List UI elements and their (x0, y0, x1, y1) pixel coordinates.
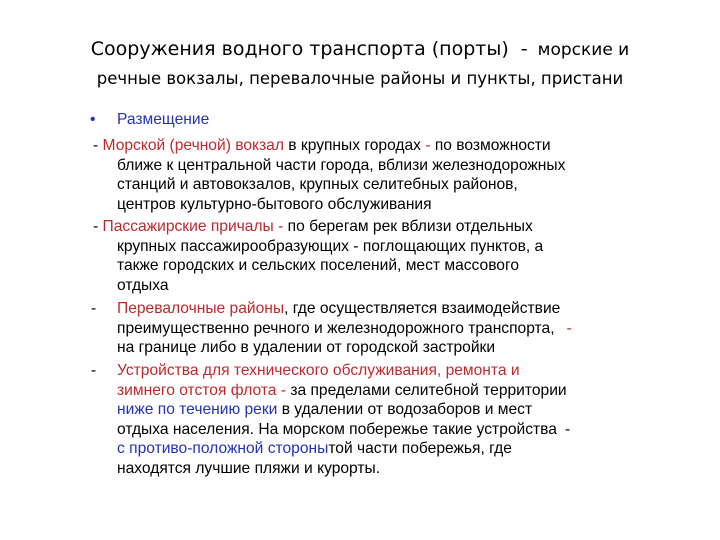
item-line: также городских и сельских поселений, мест массового (117, 257, 519, 275)
item-line: находятся лучшие пляжи и курорты. (117, 460, 381, 477)
item-line: станций и автовокзалов, крупных селитебных районов, (117, 176, 518, 194)
bullet-marker: • (90, 111, 96, 128)
item-morskoy-vokzal: - Морской (речной) вокзал в крупных городах - по возможности (93, 137, 551, 154)
item-line: центров культурно-бытового обслуживания (117, 195, 432, 213)
item-line: с противо-положной сторонытой части побережья, где (117, 440, 512, 458)
item-line: ближе к центральной части города, вблизи железнодорожных (117, 156, 566, 174)
section-heading: Размещение (117, 111, 210, 128)
title-main: Сооружения водного транспорта (порты) (90, 38, 509, 60)
item-line: отдыха (117, 276, 169, 294)
item-ustroystva: Устройства для технического обслуживания, ремонта и (117, 362, 520, 379)
slide-title (0, 38, 720, 60)
item-prichaly: - Пассажирские причалы - по берегам рек вблизи отдельных (93, 218, 533, 235)
item-dash: - (91, 362, 97, 379)
slide-subtitle: речные вокзалы, перевалочные районы и пункты, пристани (96, 69, 624, 88)
item-dash: - (91, 300, 97, 317)
item-line: преимущественно речного и железнодорожного транспорта, - (117, 319, 572, 337)
title-dash: - (520, 38, 528, 60)
item-line: зимнего отстоя флота - за пределами селитебной территории (117, 381, 567, 399)
item-perevalochnye: Перевалочные районы, где осуществляется взаимодействие (117, 300, 561, 317)
title-tail: морские и (537, 40, 630, 60)
item-line: отдыха населения. На морском побережье такие устройства - (117, 420, 571, 438)
item-line: ниже по течению реки в удалении от водозаборов и мест (117, 401, 533, 419)
item-line: крупных пассажирообразующих - поглощающих пунктов, а (117, 237, 544, 255)
item-line: на границе либо в удалении от городской застройки (117, 339, 496, 357)
